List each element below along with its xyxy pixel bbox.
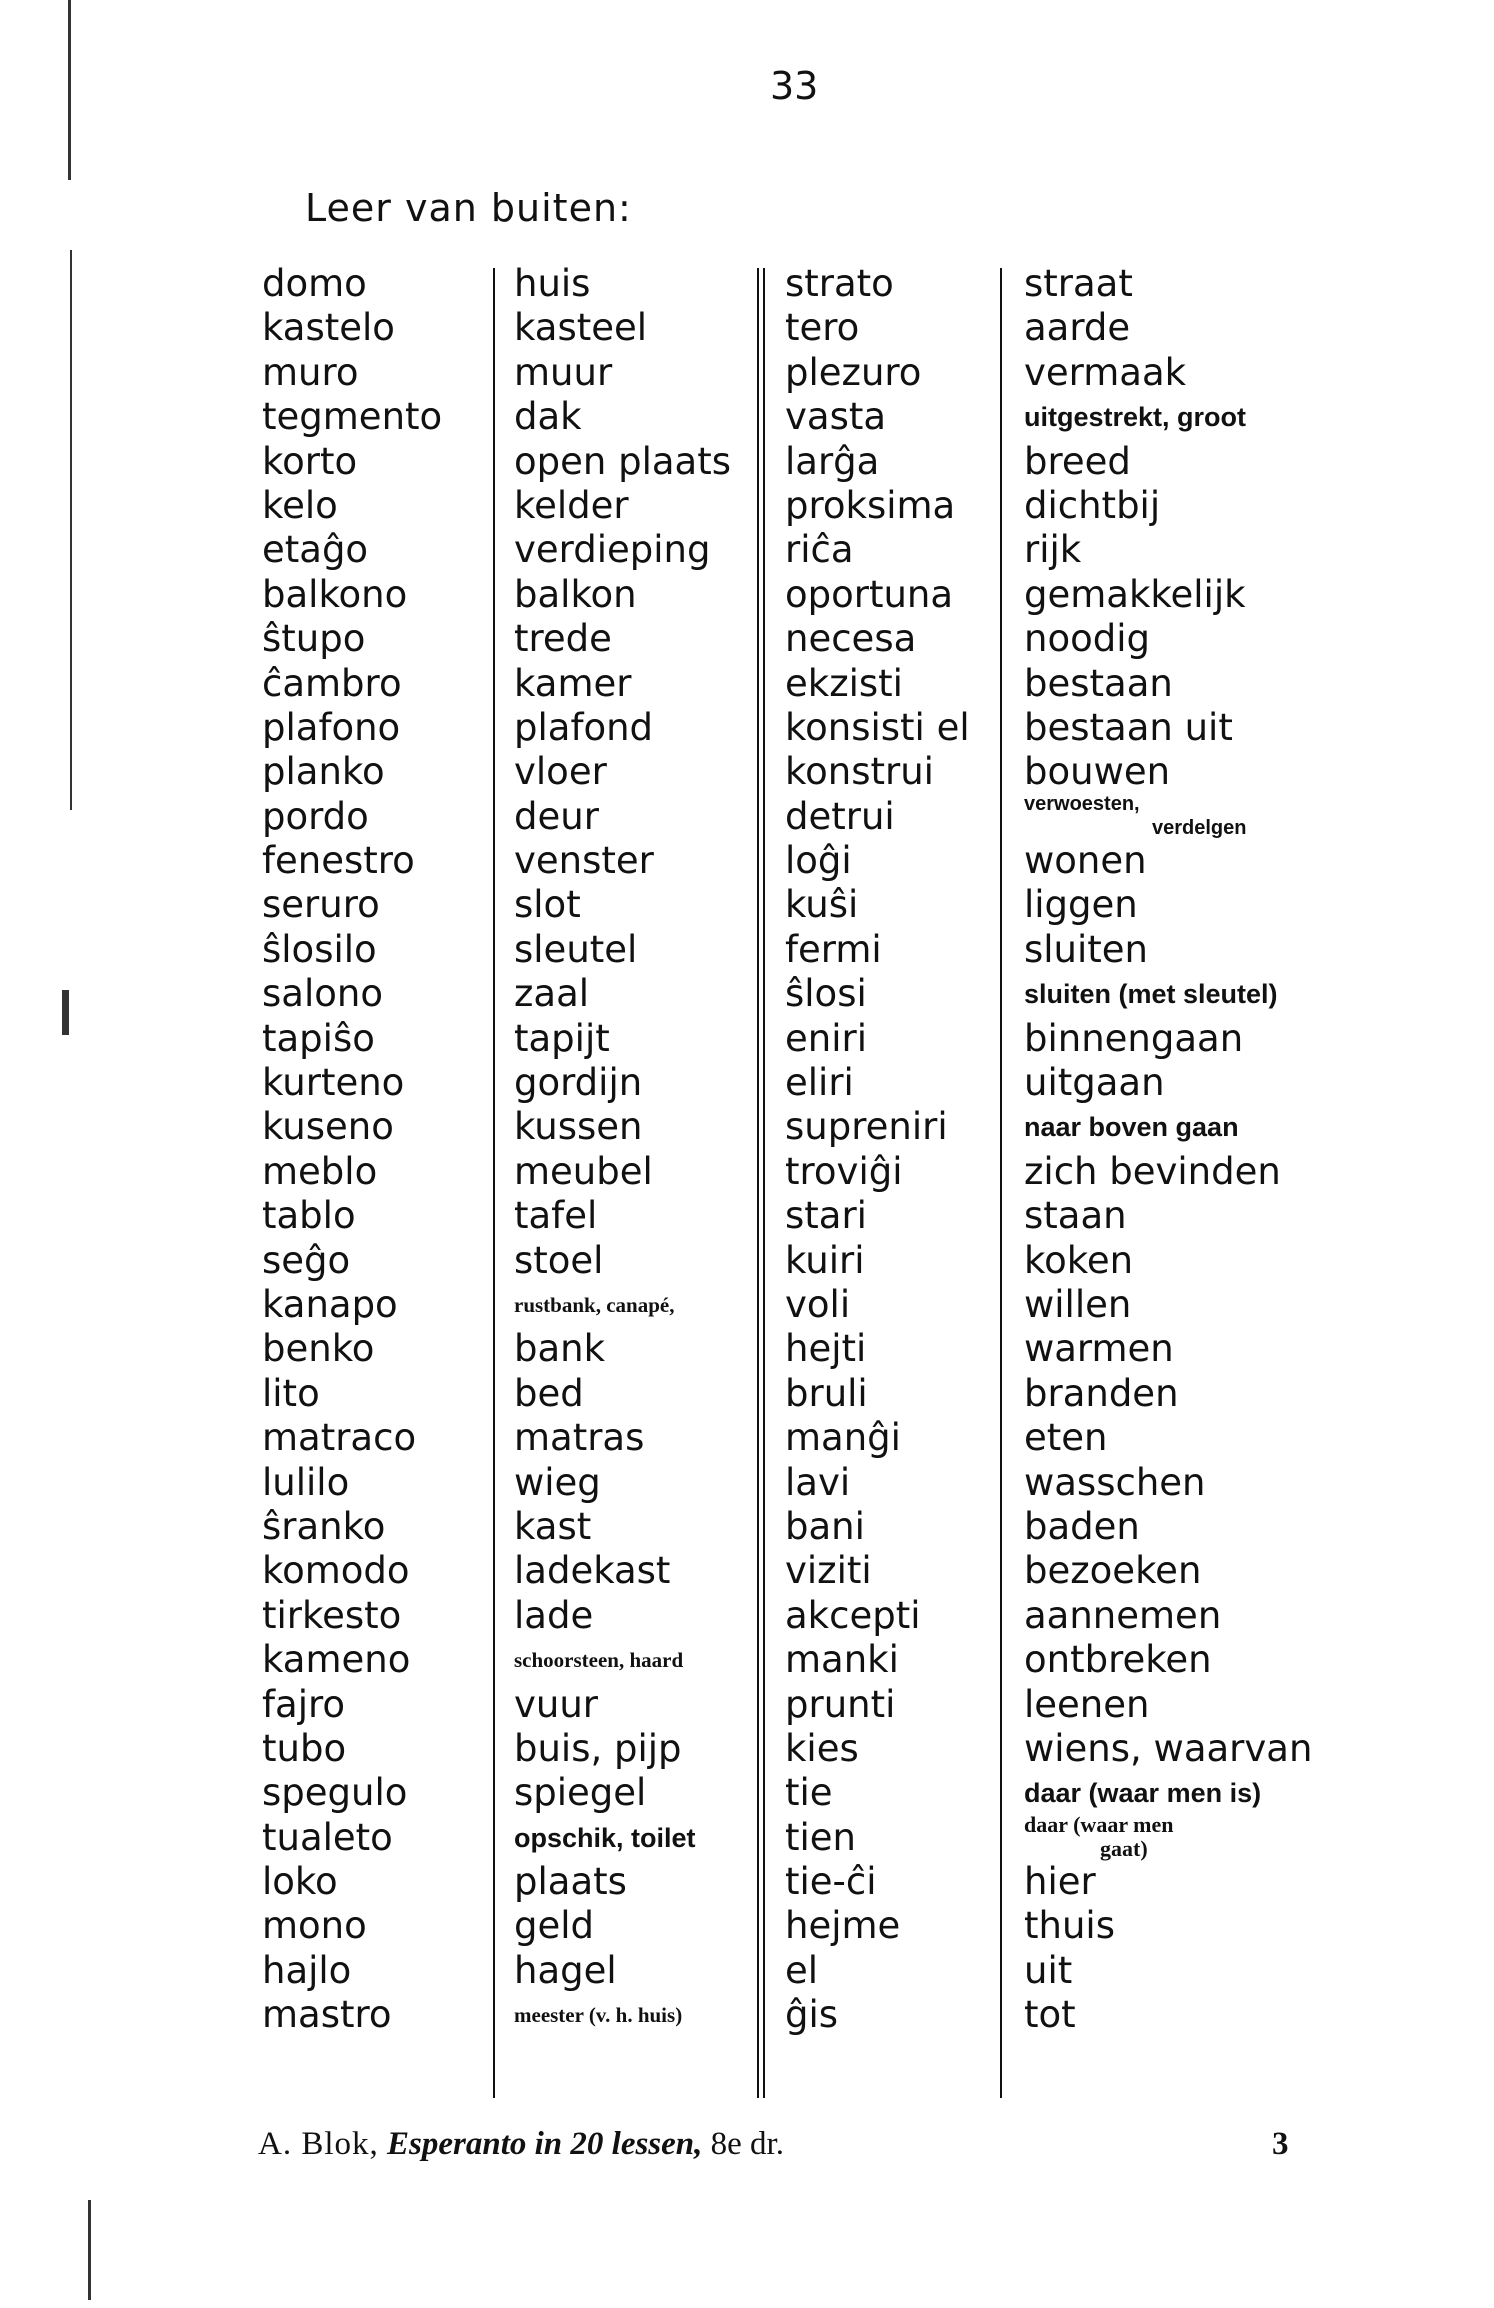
word: benko [262, 1327, 375, 1371]
column-rule [757, 268, 759, 2098]
word: detrui [785, 794, 895, 838]
word: tero [785, 306, 860, 350]
translation: koken [1024, 1238, 1134, 1282]
word: proksima [785, 483, 956, 527]
column-rule [763, 268, 765, 2098]
word: tapiŝo [262, 1016, 375, 1060]
translation: balkon [514, 572, 637, 616]
word: lito [262, 1371, 320, 1415]
translation: verdieping [514, 528, 711, 572]
word: eniri [785, 1016, 867, 1060]
word: strato [785, 262, 894, 305]
translation: plaats [514, 1860, 627, 1904]
word: tien [785, 1815, 857, 1859]
translation: plafond [514, 705, 654, 749]
word: meblo [262, 1149, 378, 1193]
word: ŝlosilo [262, 927, 377, 971]
translation: ladekast [514, 1549, 671, 1593]
word: tirkesto [262, 1593, 402, 1637]
translation: branden [1024, 1371, 1179, 1415]
translation: open plaats [514, 439, 731, 483]
word: necesa [785, 617, 917, 661]
translation: spiegel [514, 1771, 647, 1815]
dutch-column-1 [514, 262, 731, 2038]
word: seĝo [262, 1238, 351, 1282]
translation: rustbank, canapé, [514, 1292, 675, 1317]
word: spegulo [262, 1771, 408, 1815]
word: muro [262, 350, 359, 394]
signature-mark: 3 [1272, 2126, 1289, 2162]
translation: sluiten [1024, 927, 1149, 971]
translation: deur [514, 794, 599, 838]
word: etaĝo [262, 528, 369, 572]
translation: breed [1024, 439, 1131, 483]
translation: vloer [514, 750, 607, 794]
word: loko [262, 1860, 338, 1904]
translation: noodig [1024, 617, 1150, 661]
translation: bestaan uit [1024, 705, 1233, 749]
word: tualeto [262, 1815, 393, 1859]
translation: kast [514, 1504, 592, 1548]
word: balkono [262, 572, 408, 616]
translation: naar boven gaan [1024, 1112, 1239, 1143]
word: tie-ĉi [785, 1860, 877, 1904]
word: el [785, 1948, 819, 1992]
translation-line: verwoesten, [1024, 792, 1140, 815]
word: ŝranko [262, 1504, 386, 1548]
word: kuŝi [785, 883, 859, 927]
footer-author: A. Blok, [258, 2126, 379, 2162]
translation: zich bevinden [1024, 1149, 1281, 1193]
translation: leenen [1024, 1682, 1150, 1726]
column-rule [1000, 268, 1002, 2098]
word: loĝi [785, 839, 852, 883]
word: fajro [262, 1682, 346, 1726]
translation: kamer [514, 661, 632, 705]
translation: hagel [514, 1948, 617, 1992]
translation: sluiten (met sleutel) [1024, 979, 1278, 1010]
word: plafono [262, 705, 401, 749]
translation: meester (v. h. huis) [514, 2003, 683, 2028]
word: prunti [785, 1682, 896, 1726]
word: mastro [262, 1993, 392, 2037]
translation: wiens, waarvan [1024, 1726, 1313, 1770]
word: akcepti [785, 1593, 921, 1637]
word: mono [262, 1904, 367, 1948]
word: tie [785, 1771, 833, 1815]
translation: muur [514, 350, 613, 394]
word: larĝa [785, 439, 880, 483]
translation: aannemen [1024, 1593, 1222, 1637]
word: lavi [785, 1460, 851, 1504]
word: hejti [785, 1327, 867, 1371]
translation: bestaan [1024, 661, 1173, 705]
word: domo [262, 262, 367, 305]
translation: eten [1024, 1416, 1108, 1460]
esperanto-column-1 [262, 262, 442, 2038]
word: komodo [262, 1549, 410, 1593]
translation: bouwen [1024, 750, 1171, 794]
word: manĝi [785, 1416, 901, 1460]
translation: daar (waar men is) [1024, 1778, 1262, 1809]
translation: huis [514, 262, 591, 305]
translation: thuis [1024, 1904, 1115, 1948]
translation: buis, pijp [514, 1726, 682, 1770]
column-rule [493, 268, 495, 2098]
word: ŝlosi [785, 972, 867, 1016]
word: kelo [262, 483, 338, 527]
translation: dak [514, 395, 582, 439]
translation-verwoesten [1024, 792, 1312, 839]
translation: tot [1024, 1993, 1076, 2037]
word: riĉa [785, 528, 854, 572]
word: eliri [785, 1061, 854, 1105]
translation: lade [514, 1593, 594, 1637]
esperanto-column-2 [785, 262, 970, 2038]
word: troviĝi [785, 1149, 903, 1193]
translation-daar [1024, 1811, 1312, 1861]
footer-title: Esperanto in 20 lessen, [387, 2126, 703, 2162]
translation: uit [1024, 1948, 1073, 1992]
word: stari [785, 1194, 867, 1238]
translation: warmen [1024, 1327, 1174, 1371]
translation: gordijn [514, 1061, 643, 1105]
word: hajlo [262, 1948, 352, 1992]
translation: tafel [514, 1194, 598, 1238]
translation: matras [514, 1416, 645, 1460]
word: kurteno [262, 1061, 405, 1105]
translation: bed [514, 1371, 584, 1415]
word: pordo [262, 794, 369, 838]
scan-margin-mark [88, 2200, 91, 2300]
scan-margin-mark [62, 990, 69, 1035]
word: konstrui [785, 750, 934, 794]
translation: liggen [1024, 883, 1138, 927]
word: korto [262, 439, 358, 483]
word: kies [785, 1726, 859, 1770]
translation: straat [1024, 262, 1133, 305]
word: kanapo [262, 1282, 398, 1326]
translation: hier [1024, 1860, 1096, 1904]
word: konsisti el [785, 705, 970, 749]
translation: uitgestrekt, groot [1024, 402, 1247, 433]
translation: slot [514, 883, 581, 927]
page-number: 33 [770, 64, 819, 108]
word: ekzisti [785, 661, 903, 705]
word: tablo [262, 1194, 356, 1238]
translation: kelder [514, 483, 629, 527]
page-heading: Leer van buiten: [305, 186, 632, 230]
translation: bank [514, 1327, 606, 1371]
scan-margin-mark [68, 0, 71, 180]
word: bruli [785, 1371, 868, 1415]
word: bani [785, 1504, 865, 1548]
translation: schoorsteen, haard [514, 1648, 684, 1673]
translation: kussen [514, 1105, 643, 1149]
translation: geld [514, 1904, 595, 1948]
word: voli [785, 1282, 851, 1326]
translation: gemakkelijk [1024, 572, 1246, 616]
word: ŝtupo [262, 617, 366, 661]
word: fermi [785, 927, 882, 971]
translation: trede [514, 617, 612, 661]
word: plezuro [785, 350, 922, 394]
translation: vuur [514, 1682, 599, 1726]
translation-line: verdelgen [1152, 816, 1247, 839]
word: oportuna [785, 572, 954, 616]
word: seruro [262, 883, 380, 927]
translation-line: daar (waar men [1024, 1811, 1174, 1837]
footer-edition: 8e dr. [710, 2126, 784, 2162]
translation: binnengaan [1024, 1016, 1244, 1060]
translation: wasschen [1024, 1460, 1206, 1504]
translation: kasteel [514, 306, 648, 350]
word: viziti [785, 1549, 872, 1593]
translation: ontbreken [1024, 1638, 1212, 1682]
translation: sleutel [514, 927, 638, 971]
translation: vermaak [1024, 350, 1187, 394]
translation: aarde [1024, 306, 1131, 350]
word: planko [262, 750, 385, 794]
translation-line: gaat) [1100, 1835, 1148, 1861]
translation: bezoeken [1024, 1549, 1202, 1593]
translation: zaal [514, 972, 590, 1016]
word: kameno [262, 1638, 411, 1682]
word: fenestro [262, 839, 415, 883]
translation: stoel [514, 1238, 604, 1282]
word: ĉambro [262, 661, 402, 705]
word: hejme [785, 1904, 901, 1948]
word: salono [262, 972, 383, 1016]
translation: tapijt [514, 1016, 610, 1060]
word: lulilo [262, 1460, 350, 1504]
dutch-column-2 [1024, 262, 1312, 2038]
scan-margin-mark [70, 250, 72, 810]
word: ĝis [785, 1993, 839, 2037]
word: matraco [262, 1416, 417, 1460]
translation: wieg [514, 1460, 601, 1504]
translation: dichtbij [1024, 483, 1161, 527]
translation: meubel [514, 1149, 653, 1193]
translation: willen [1024, 1282, 1132, 1326]
translation: staan [1024, 1194, 1127, 1238]
translation: baden [1024, 1504, 1140, 1548]
translation: wonen [1024, 839, 1147, 883]
word: tegmento [262, 395, 443, 439]
translation: uitgaan [1024, 1061, 1165, 1105]
word: kuiri [785, 1238, 865, 1282]
word: vasta [785, 395, 887, 439]
word: kuseno [262, 1105, 394, 1149]
word: tubo [262, 1726, 347, 1770]
translation: venster [514, 839, 654, 883]
footer-citation [258, 2126, 784, 2163]
word: manki [785, 1638, 899, 1682]
translation: rijk [1024, 528, 1082, 572]
word: kastelo [262, 306, 395, 350]
word: supreniri [785, 1105, 948, 1149]
translation: opschik, toilet [514, 1822, 696, 1853]
